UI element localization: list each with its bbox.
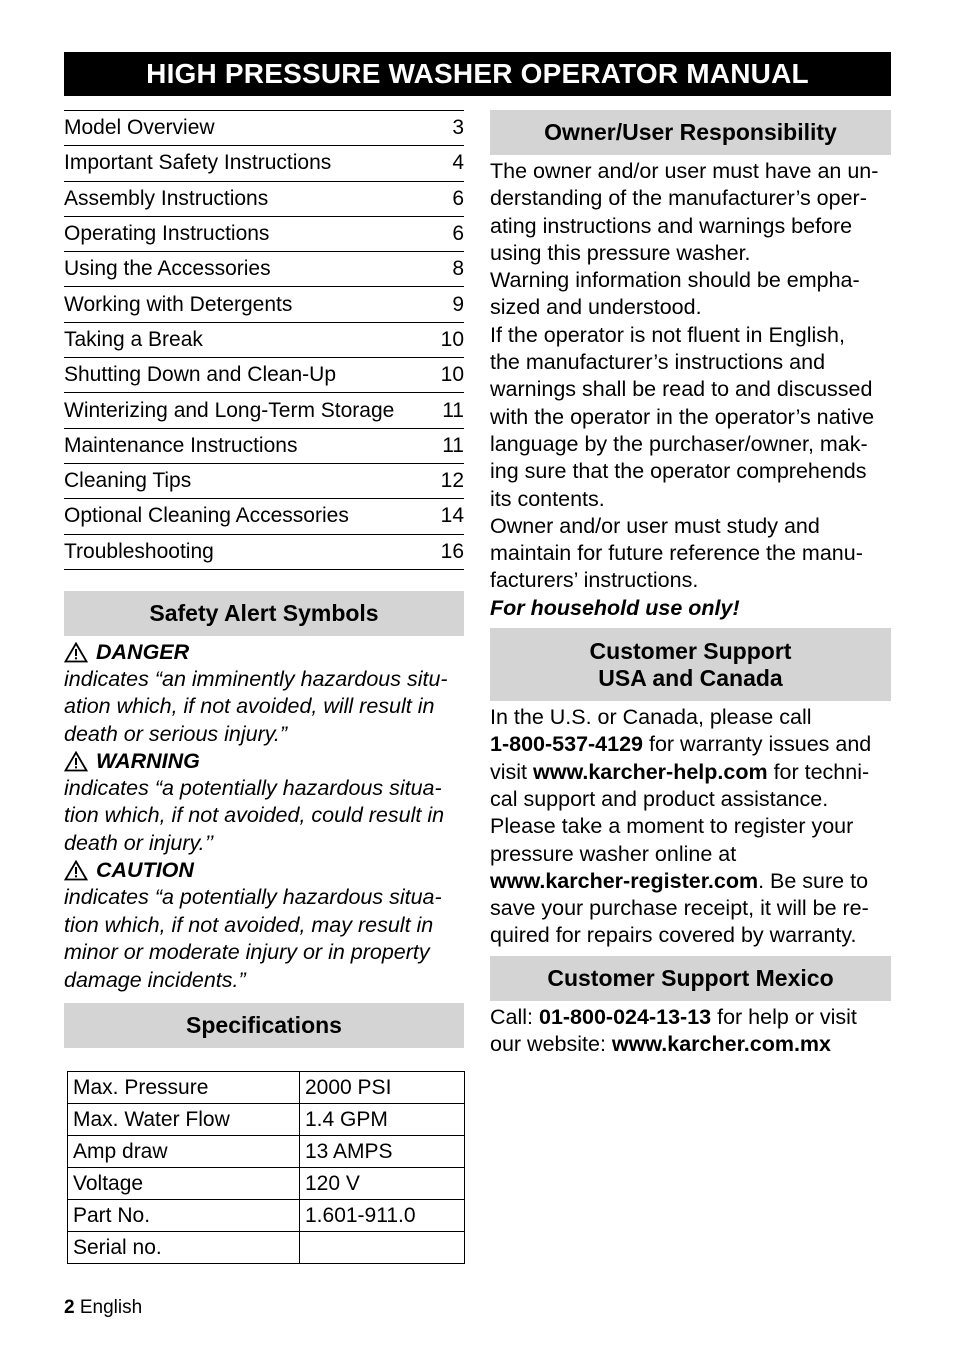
support-us-text: visit xyxy=(490,759,533,784)
toc-label: Assembly Instructions xyxy=(64,186,269,210)
toc-row[interactable] xyxy=(64,111,464,146)
right-column xyxy=(490,110,891,1058)
toc-page-number: 6 xyxy=(452,186,464,210)
owner-heading-text: Owner/User Responsibility xyxy=(544,119,837,145)
customer-support-mexico-text xyxy=(490,1004,891,1059)
toc-row[interactable] xyxy=(64,464,464,499)
owner-line: Warning information should be empha- xyxy=(490,268,860,293)
safety-alert-heading-text: Safety Alert Symbols xyxy=(149,599,379,626)
toc-page-number: 9 xyxy=(452,292,464,316)
household-use-note: For household use only! xyxy=(490,595,740,620)
support-us-line: pressure washer online at xyxy=(490,841,737,866)
page-footer xyxy=(64,1297,142,1319)
support-mx-text: Call: xyxy=(490,1004,539,1029)
customer-support-us-heading xyxy=(490,628,891,701)
danger-line: indicates “an imminently hazardous situ- xyxy=(64,666,448,691)
danger-line: death or serious injury.” xyxy=(64,721,288,746)
toc-page-number: 12 xyxy=(440,469,464,493)
toc-page-number: 4 xyxy=(452,151,464,175)
safety-alert-heading xyxy=(64,591,464,636)
owner-line: ing sure that the operator comprehends xyxy=(490,459,867,484)
warning-line: tion which, if not avoided, could result in xyxy=(64,803,445,828)
owner-line: maintain for future reference the manu- xyxy=(490,541,863,566)
toc-row[interactable] xyxy=(64,358,464,393)
register-url-link[interactable]: www.karcher-register.com xyxy=(490,868,759,893)
toc-label: Important Safety Instructions xyxy=(64,151,332,175)
toc-label: Cleaning Tips xyxy=(64,469,192,493)
support-us-text: . Be sure to xyxy=(758,868,869,893)
support-mx-line xyxy=(490,1004,891,1031)
support-mx-text: for help or visit xyxy=(711,1004,857,1029)
owner-line: language by the purchaser/owner, mak- xyxy=(490,431,868,456)
support-mx-text: our website: xyxy=(490,1032,612,1057)
support-us-line xyxy=(490,868,891,895)
toc-row[interactable] xyxy=(64,287,464,322)
mx-phone-number: 01-800-024-13-13 xyxy=(538,1004,712,1029)
toc-label: Optional Cleaning Accessories xyxy=(64,504,349,528)
toc-label: Maintenance Instructions xyxy=(64,433,298,457)
toc-page-number: 16 xyxy=(440,539,464,563)
spec-key: Serial no. xyxy=(68,1232,300,1264)
owner-line: derstanding of the manufacturer’s oper- xyxy=(490,186,867,211)
mx-website-link[interactable]: www.karcher.com.mx xyxy=(611,1032,831,1057)
owner-line: The owner and/or user must have an un- xyxy=(490,159,879,183)
toc-row[interactable] xyxy=(64,146,464,181)
support-us-line: quired for repairs covered by warranty. xyxy=(490,923,857,948)
caution-text xyxy=(64,884,464,994)
caution-line: indicates “a potentially hazardous situa- xyxy=(64,885,442,910)
support-us-heading-line: USA and Canada xyxy=(598,664,783,691)
toc-page-number: 6 xyxy=(452,222,464,246)
page-number: 2 xyxy=(64,1297,75,1318)
warning-text xyxy=(64,775,464,857)
footer-language: English xyxy=(79,1297,143,1318)
toc-row[interactable] xyxy=(64,182,464,217)
spec-key: Max. Pressure xyxy=(68,1072,300,1104)
caution-line: damage incidents.” xyxy=(64,967,246,992)
owner-line: ating instructions and warnings before xyxy=(490,213,853,238)
toc-page-number: 11 xyxy=(442,398,464,422)
spec-row xyxy=(68,1232,465,1264)
support-us-heading-line: Customer Support xyxy=(589,637,792,664)
spec-value: 1.4 GPM xyxy=(300,1104,465,1136)
specifications-heading-text: Specifications xyxy=(186,1011,342,1038)
support-mx-line xyxy=(490,1031,891,1058)
left-column xyxy=(64,110,464,1048)
spec-value xyxy=(300,1232,465,1264)
toc-label: Shutting Down and Clean-Up xyxy=(64,363,336,387)
support-us-line: Please take a moment to register your xyxy=(490,814,854,839)
toc-row[interactable] xyxy=(64,252,464,287)
warning-triangle-icon xyxy=(64,642,88,663)
support-us-line: cal support and product assistance. xyxy=(490,786,829,811)
spec-value: 2000 PSI xyxy=(300,1072,465,1104)
toc-row[interactable] xyxy=(64,323,464,358)
toc-label: Taking a Break xyxy=(64,327,203,351)
owner-line: facturers’ instructions. xyxy=(490,568,699,593)
owner-line: Owner and/or user must study and xyxy=(490,513,820,538)
specifications-table xyxy=(67,1071,465,1264)
danger-text xyxy=(64,666,464,748)
spec-row xyxy=(68,1200,465,1232)
owner-line: warnings shall be read to and discussed xyxy=(490,377,873,402)
warning-triangle-icon xyxy=(64,860,88,881)
toc-label: Operating Instructions xyxy=(64,222,270,246)
spec-row xyxy=(68,1168,465,1200)
spec-key: Part No. xyxy=(68,1200,300,1232)
danger-line: ation which, if not avoided, will result in xyxy=(64,694,435,719)
support-us-line: save your purchase receipt, it will be re- xyxy=(490,896,869,921)
owner-line: sized and understood. xyxy=(490,295,702,320)
toc-page-number: 14 xyxy=(440,504,464,528)
toc-row[interactable] xyxy=(64,499,464,534)
spec-value: 1.601-911.0 xyxy=(300,1200,465,1232)
spec-row xyxy=(68,1104,465,1136)
warning-title-text: WARNING xyxy=(96,749,200,774)
spec-key: Amp draw xyxy=(68,1136,300,1168)
owner-line: its contents. xyxy=(490,486,605,511)
spec-value: 120 V xyxy=(300,1168,465,1200)
page-title: HIGH PRESSURE WASHER OPERATOR MANUAL xyxy=(64,52,891,96)
owner-responsibility-text xyxy=(490,158,891,595)
toc-page-number: 8 xyxy=(452,257,464,281)
specifications-heading xyxy=(64,1003,464,1048)
spec-value: 13 AMPS xyxy=(300,1136,465,1168)
toc-label: Using the Accessories xyxy=(64,257,271,281)
toc-label: Working with Detergents xyxy=(64,292,293,316)
owner-line: If the operator is not fluent in English, xyxy=(490,322,845,347)
toc-page-number: 11 xyxy=(442,433,464,457)
caution-line: minor or moderate injury or in property xyxy=(64,940,430,965)
support-us-text: for techni- xyxy=(767,759,870,784)
us-phone-number: 1-800-537-4129 xyxy=(490,732,644,757)
toc-page-number: 3 xyxy=(452,116,464,140)
toc-label: Winterizing and Long-Term Storage xyxy=(64,398,395,422)
support-us-text: for warranty issues and xyxy=(643,732,872,757)
toc-row[interactable] xyxy=(64,393,464,428)
owner-responsibility-heading xyxy=(490,110,891,155)
spec-row xyxy=(68,1072,465,1104)
support-us-line: In the U.S. or Canada, please call xyxy=(490,705,812,730)
toc-label: Troubleshooting xyxy=(64,539,214,563)
customer-support-us-text xyxy=(490,704,891,950)
help-url-link[interactable]: www.karcher-help.com xyxy=(533,759,768,784)
toc-row[interactable] xyxy=(64,217,464,252)
spec-row xyxy=(68,1136,465,1168)
safety-alerts xyxy=(64,639,464,994)
danger-title xyxy=(64,639,464,666)
owner-line: with the operator in the operator’s native xyxy=(490,404,875,429)
warning-title xyxy=(64,748,464,775)
customer-support-mexico-heading xyxy=(490,956,891,1001)
owner-line: using this pressure washer. xyxy=(490,240,751,265)
warning-line: death or injury.’’ xyxy=(64,830,214,855)
toc-row[interactable] xyxy=(64,429,464,464)
toc-row[interactable] xyxy=(64,535,464,570)
danger-title-text: DANGER xyxy=(96,639,190,664)
table-of-contents xyxy=(64,110,464,570)
toc-page-number: 10 xyxy=(440,327,464,351)
spec-key: Voltage xyxy=(68,1168,300,1200)
warning-triangle-icon xyxy=(64,751,88,772)
owner-line: the manufacturer’s instructions and xyxy=(490,350,826,375)
caution-title xyxy=(64,857,464,884)
caution-line: tion which, if not avoided, may result in xyxy=(64,912,434,937)
warning-line: indicates “a potentially hazardous situa- xyxy=(64,776,442,801)
toc-label: Model Overview xyxy=(64,116,215,140)
spec-key: Max. Water Flow xyxy=(68,1104,300,1136)
support-us-line xyxy=(490,731,891,758)
support-mx-heading-text: Customer Support Mexico xyxy=(547,964,834,991)
caution-title-text: CAUTION xyxy=(96,858,194,883)
toc-page-number: 10 xyxy=(440,363,464,387)
support-us-line xyxy=(490,759,891,786)
